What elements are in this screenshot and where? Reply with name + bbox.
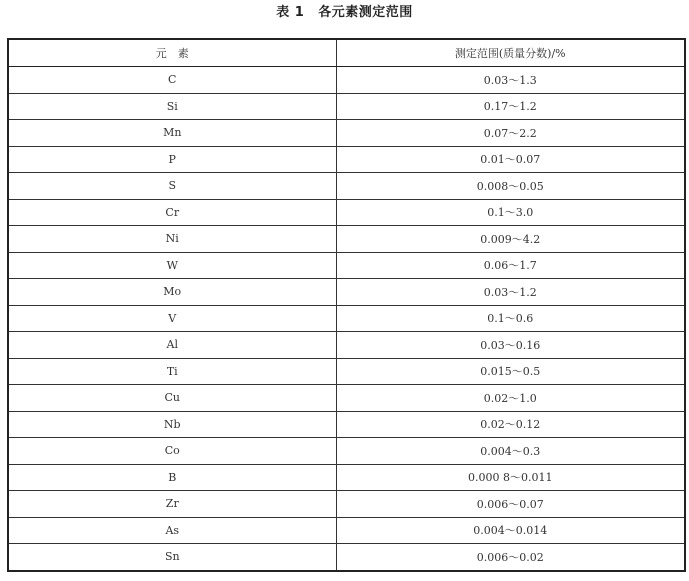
range-cell: 0.006～0.02: [336, 544, 685, 571]
table-title: 各元素测定范围: [318, 5, 413, 20]
range-cell: 0.1～3.0: [336, 199, 685, 226]
element-cell: Nb: [8, 411, 336, 438]
table-row: [8, 385, 685, 412]
element-cell: Ni: [8, 226, 336, 253]
range-cell: 0.01～0.07: [336, 146, 685, 173]
element-cell: Zr: [8, 491, 336, 518]
element-cell: B: [8, 464, 336, 491]
element-cell: Si: [8, 93, 336, 120]
range-cell: 0.03～1.2: [336, 279, 685, 306]
element-cell: C: [8, 67, 336, 94]
range-cell: 0.02～1.0: [336, 385, 685, 412]
table-row: [8, 305, 685, 332]
range-cell: 0.004～0.014: [336, 517, 685, 544]
range-cell: 0.000 8～0.011: [336, 464, 685, 491]
element-cell: As: [8, 517, 336, 544]
table-row: [8, 252, 685, 279]
table-body: [8, 67, 685, 571]
element-cell: Sn: [8, 544, 336, 571]
table-row: [8, 67, 685, 94]
range-cell: 0.008～0.05: [336, 173, 685, 200]
element-range-table: [7, 38, 686, 572]
table-row: [8, 517, 685, 544]
table-row: [8, 411, 685, 438]
element-cell: Mn: [8, 120, 336, 147]
table-header-row: [8, 39, 685, 67]
element-cell: Co: [8, 438, 336, 465]
element-cell: S: [8, 173, 336, 200]
table-row: [8, 464, 685, 491]
table-row: [8, 93, 685, 120]
table-row: [8, 358, 685, 385]
table-row: [8, 438, 685, 465]
element-cell: Mo: [8, 279, 336, 306]
table-caption: [0, 4, 689, 22]
table-row: [8, 120, 685, 147]
table-row: [8, 544, 685, 571]
range-cell: 0.03～1.3: [336, 67, 685, 94]
header-element: 元 素: [8, 39, 336, 67]
element-cell: Ti: [8, 358, 336, 385]
range-cell: 0.17～1.2: [336, 93, 685, 120]
table-number: 表 1: [276, 5, 305, 20]
range-cell: 0.009～4.2: [336, 226, 685, 253]
range-cell: 0.006～0.07: [336, 491, 685, 518]
element-cell: V: [8, 305, 336, 332]
table-row: [8, 226, 685, 253]
table-row: [8, 491, 685, 518]
range-cell: 0.06～1.7: [336, 252, 685, 279]
element-cell: Al: [8, 332, 336, 359]
range-cell: 0.015～0.5: [336, 358, 685, 385]
element-cell: Cu: [8, 385, 336, 412]
element-cell: Cr: [8, 199, 336, 226]
range-cell: 0.02～0.12: [336, 411, 685, 438]
table-row: [8, 279, 685, 306]
table-row: [8, 146, 685, 173]
header-range: 测定范围(质量分数)/%: [336, 39, 685, 67]
range-cell: 0.004～0.3: [336, 438, 685, 465]
range-cell: 0.03～0.16: [336, 332, 685, 359]
table-row: [8, 332, 685, 359]
table-row: [8, 173, 685, 200]
element-cell: P: [8, 146, 336, 173]
range-cell: 0.07～2.2: [336, 120, 685, 147]
range-cell: 0.1～0.6: [336, 305, 685, 332]
element-cell: W: [8, 252, 336, 279]
table-row: [8, 199, 685, 226]
